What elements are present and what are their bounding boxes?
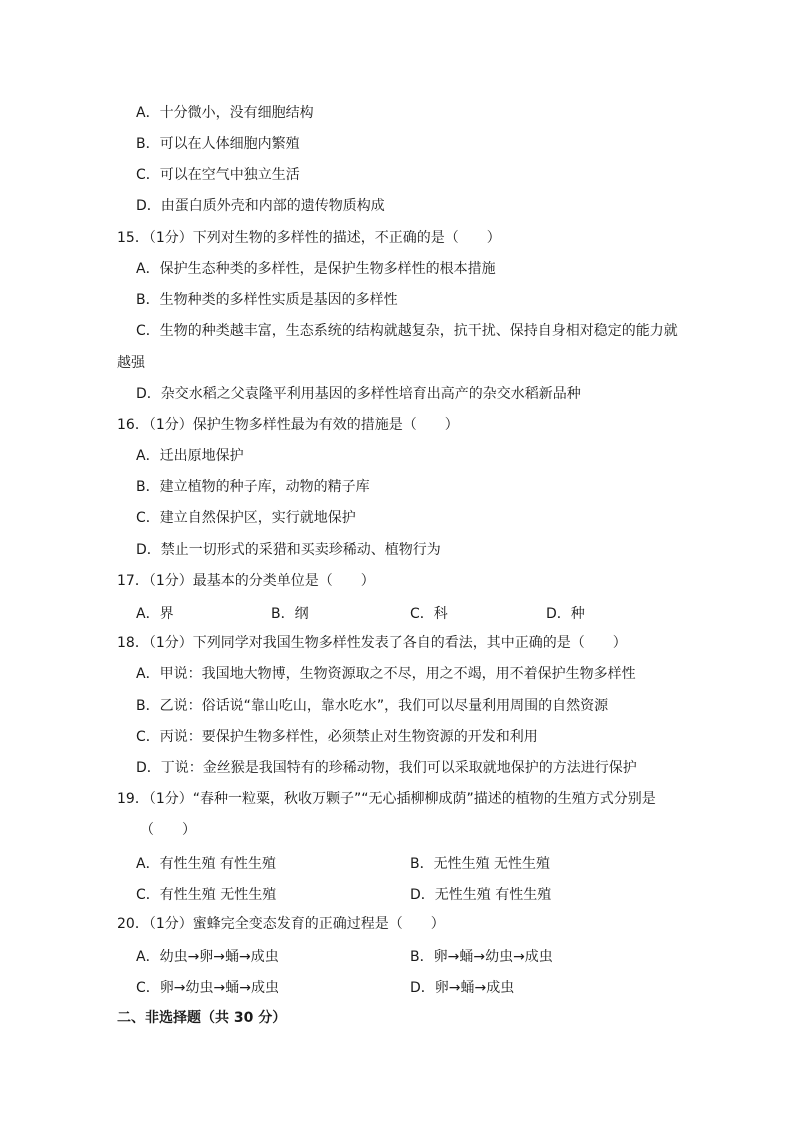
q20-option-a: A．幼虫→卵→蛹→成虫 — [136, 949, 279, 965]
q18-stem: 18．（1分）下列同学对我国生物多样性发表了各自的看法，其中正确的是（ ） — [117, 635, 627, 651]
q15-option-b: B．生物种类的多样性实质是基因的多样性 — [136, 292, 398, 308]
section-heading: 二、非选择题（共 30 分） — [117, 1010, 287, 1026]
q19-option-c: C．有性生殖 无性生殖 — [136, 887, 277, 903]
q18-option-c: C．丙说：要保护生物多样性，必须禁止对生物资源的开发和利用 — [136, 729, 538, 745]
q17-option-a: A．界 — [136, 606, 174, 622]
q14-option-a: A．十分微小，没有细胞结构 — [136, 105, 314, 121]
q20-option-b: B．卵→蛹→幼虫→成虫 — [410, 949, 553, 965]
q19-stem: 19．（1分）“春种一粒粟，秋收万颗子”“无心插柳柳成荫”描述的植物的生殖方式分别是 — [117, 791, 656, 807]
q19-option-a: A．有性生殖 有性生殖 — [136, 856, 277, 872]
q16-stem: 16．（1分）保护生物多样性最为有效的措施是（ ） — [117, 417, 459, 433]
q20-option-c: C．卵→幼虫→蛹→成虫 — [136, 980, 279, 996]
q16-option-b: B．建立植物的种子库，动物的精子库 — [136, 479, 370, 495]
q14-option-c: C．可以在空气中独立生活 — [136, 167, 300, 183]
q17-option-c: C．科 — [410, 606, 448, 622]
q18-option-d: D．丁说：金丝猴是我国特有的珍稀动物，我们可以采取就地保护的方法进行保护 — [136, 760, 637, 776]
q15-stem: 15．（1分）下列对生物的多样性的描述，不正确的是（ ） — [117, 230, 501, 246]
q19-option-b: B．无性生殖 无性生殖 — [410, 856, 551, 872]
q15-option-c-continued: 越强 — [117, 355, 145, 371]
q19-answer-blank: （ ） — [140, 822, 196, 838]
q15-option-c: C．生物的种类越丰富，生态系统的结构就越复杂，抗干扰、保持自身相对稳定的能力就 — [136, 323, 678, 339]
q20-stem: 20．（1分）蜜蜂完全变态发育的正确过程是（ ） — [117, 916, 445, 932]
q16-option-c: C．建立自然保护区，实行就地保护 — [136, 510, 356, 526]
q14-option-b: B．可以在人体细胞内繁殖 — [136, 136, 300, 152]
q14-option-d: D．由蛋白质外壳和内部的遗传物质构成 — [136, 198, 385, 214]
q15-option-a: A．保护生态种类的多样性，是保护生物多样性的根本措施 — [136, 261, 496, 277]
q17-option-d: D．种 — [546, 606, 585, 622]
q17-stem: 17．（1分）最基本的分类单位是（ ） — [117, 573, 375, 589]
q17-option-b: B．纲 — [271, 606, 309, 622]
q16-option-a: A．迁出原地保护 — [136, 448, 244, 464]
q15-option-d: D．杂交水稻之父袁隆平利用基因的多样性培育出高产的杂交水稻新品种 — [136, 386, 581, 402]
q18-option-a: A．甲说：我国地大物博，生物资源取之不尽，用之不竭，用不着保护生物多样性 — [136, 666, 636, 682]
q18-option-b: B．乙说：俗话说“靠山吃山，靠水吃水”，我们可以尽量利用周围的自然资源 — [136, 698, 609, 714]
q19-option-d: D．无性生殖 有性生殖 — [410, 887, 552, 903]
q20-option-d: D．卵→蛹→成虫 — [410, 980, 515, 996]
q16-option-d: D．禁止一切形式的采猎和买卖珍稀动、植物行为 — [136, 542, 441, 558]
